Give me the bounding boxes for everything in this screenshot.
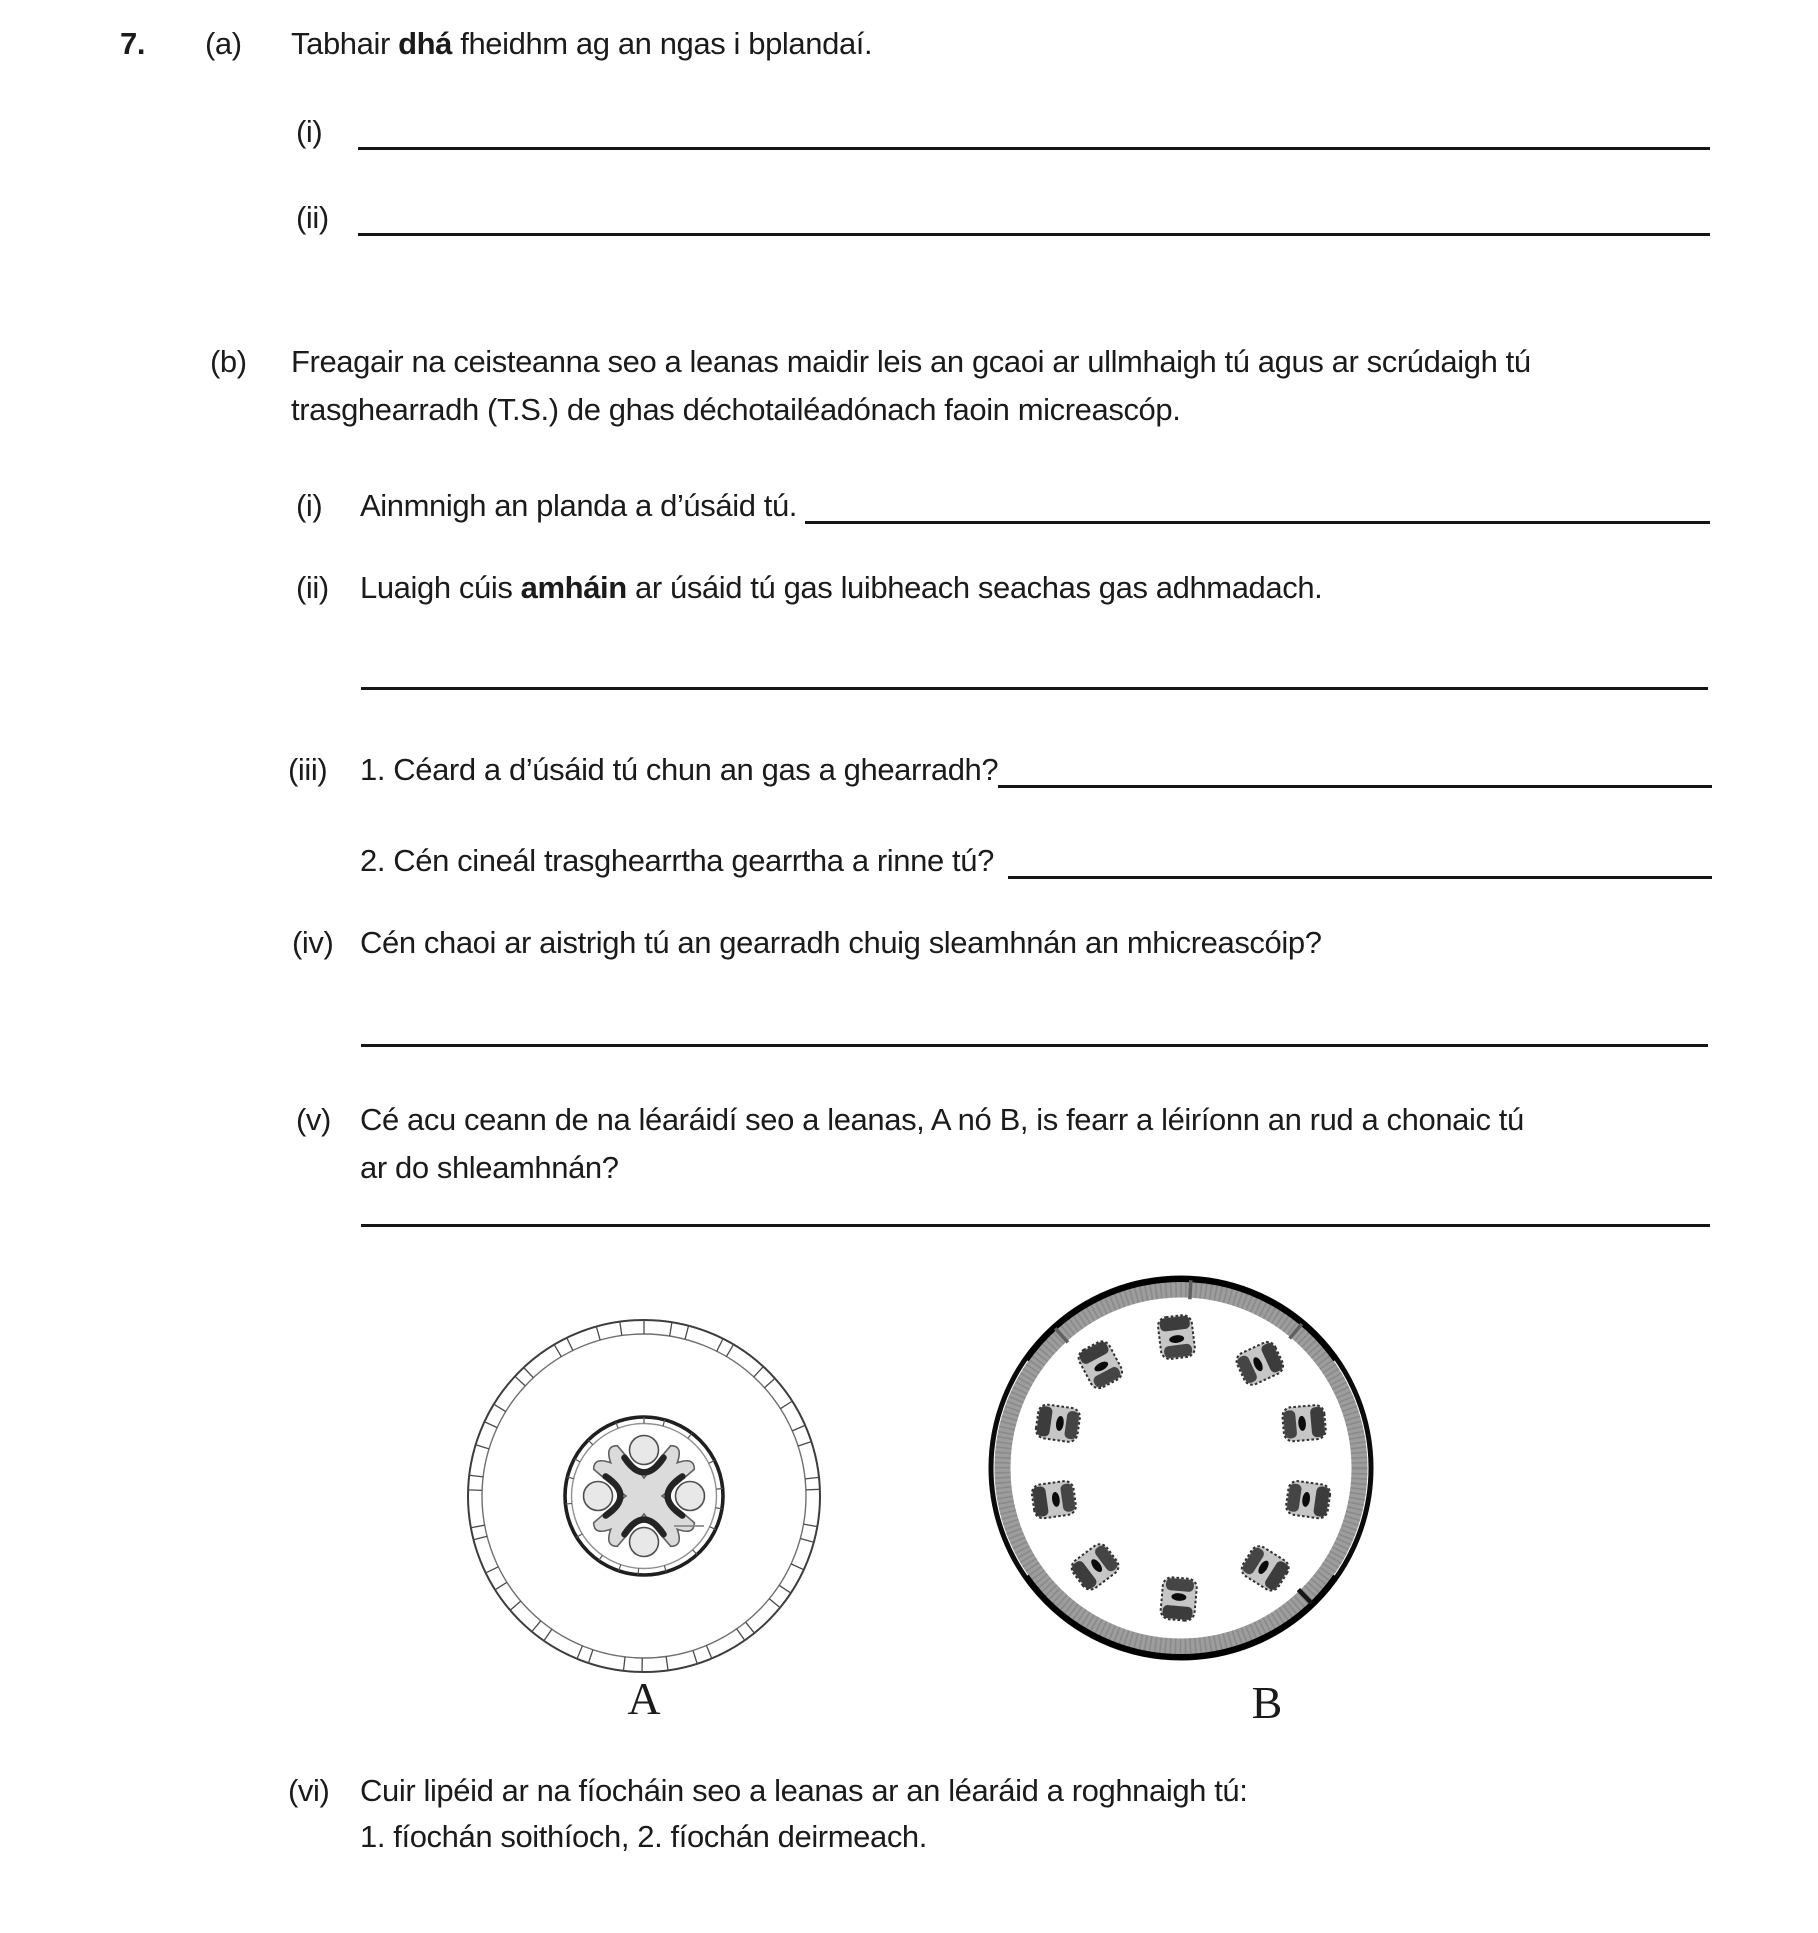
part-a-text-bold: dhá — [398, 26, 453, 61]
answer-row-a-i — [296, 110, 1710, 154]
question-number: 7. — [120, 26, 146, 61]
answer-line-b-ii[interactable] — [361, 687, 1708, 690]
question-b-iii-1-row — [288, 748, 1712, 792]
question-b-i-text: Ainmnigh an planda a d’úsáid tú. — [360, 488, 798, 523]
answer-line-b-iii-2[interactable] — [1008, 876, 1712, 879]
question-b-ii-row — [296, 566, 1710, 610]
item-b-iv-label: (iv) — [292, 925, 334, 960]
question-b-v-row — [296, 1096, 1524, 1192]
question-b-ii-text — [360, 566, 1322, 610]
item-b-vi-label: (vi) — [288, 1773, 330, 1808]
question-b-vi-line2: 1. fíochán soithíoch, 2. fíochán deirmeach. — [360, 1819, 927, 1854]
question-7-heading — [120, 22, 1680, 66]
question-b-v-line1: Cé acu ceann de na léaráidí seo a leanas, A nó B, is fearr a léiríonn an rud a chonaic tú — [360, 1102, 1524, 1137]
part-b-intro — [210, 338, 1531, 434]
answer-line-b-iv[interactable] — [361, 1044, 1708, 1047]
diagram-a-label: A — [627, 1673, 661, 1724]
item-b-i-label: (i) — [296, 488, 323, 523]
question-b-vi-line1: Cuir lipéid ar na fíocháin seo a leanas ar an léaráid a roghnaigh tú: — [360, 1773, 1248, 1808]
question-b-ii-pre: Luaigh cúis — [360, 570, 521, 605]
answer-line-b-i[interactable] — [805, 521, 1710, 524]
answer-line-b-iii-1[interactable] — [998, 785, 1712, 788]
diagram-b-label: B — [1251, 1677, 1283, 1728]
question-b-v-text — [360, 1096, 1524, 1192]
item-b-v-label: (v) — [296, 1102, 331, 1137]
question-b-vi-text — [360, 1768, 1248, 1860]
part-a-text-pre: Tabhair — [291, 26, 399, 61]
item-a-i-label: (i) — [296, 114, 323, 149]
question-b-v-line2: ar do shleamhnán? — [360, 1150, 619, 1185]
part-b-intro-line2: trasghearradh (T.S.) de ghas déchotailéadónach faoin micreascóp. — [291, 392, 1181, 427]
part-b-intro-line1: Freagair na ceisteanna seo a leanas maidir leis an gcaoi ar ullmhaigh tú agus ar scrúdaigh tú — [291, 344, 1531, 379]
item-b-iii-label: (iii) — [288, 752, 328, 787]
part-a-label: (a) — [205, 26, 242, 61]
part-a-text-post: fheidhm ag an ngas i bplandaí. — [452, 26, 873, 61]
answer-line-a-ii[interactable] — [358, 233, 1710, 236]
question-b-iii-2-row — [360, 839, 1712, 883]
item-a-ii-label: (ii) — [296, 200, 329, 235]
answer-line-a-i[interactable] — [358, 147, 1710, 150]
question-b-iii-q1-text: 1. Céard a d’úsáid tú chun an gas a ghearradh? — [360, 752, 999, 787]
question-b-i-row — [296, 484, 1710, 528]
question-b-ii-bold: amháin — [520, 570, 627, 605]
question-b-iv-text: Cén chaoi ar aistrigh tú an gearradh chuig sleamhnán an mhicreascóip? — [360, 925, 1322, 960]
part-b-label: (b) — [210, 344, 247, 379]
part-b-intro-text — [291, 338, 1531, 434]
item-b-ii-label: (ii) — [296, 570, 329, 605]
diagram-a-cross-section — [454, 1306, 834, 1686]
answer-row-a-ii — [296, 196, 1710, 240]
question-b-iv-row — [292, 921, 1716, 965]
question-b-ii-post: ar úsáid tú gas luibheach seachas gas adhmadach. — [626, 570, 1323, 605]
question-b-iii-q2-text: 2. Cén cineál trasghearrtha gearrtha a rinne tú? — [360, 843, 994, 878]
part-a-text — [291, 22, 872, 66]
answer-line-b-v[interactable] — [361, 1224, 1710, 1227]
question-b-vi-row — [288, 1768, 1248, 1860]
diagram-b-cross-section — [981, 1268, 1381, 1668]
